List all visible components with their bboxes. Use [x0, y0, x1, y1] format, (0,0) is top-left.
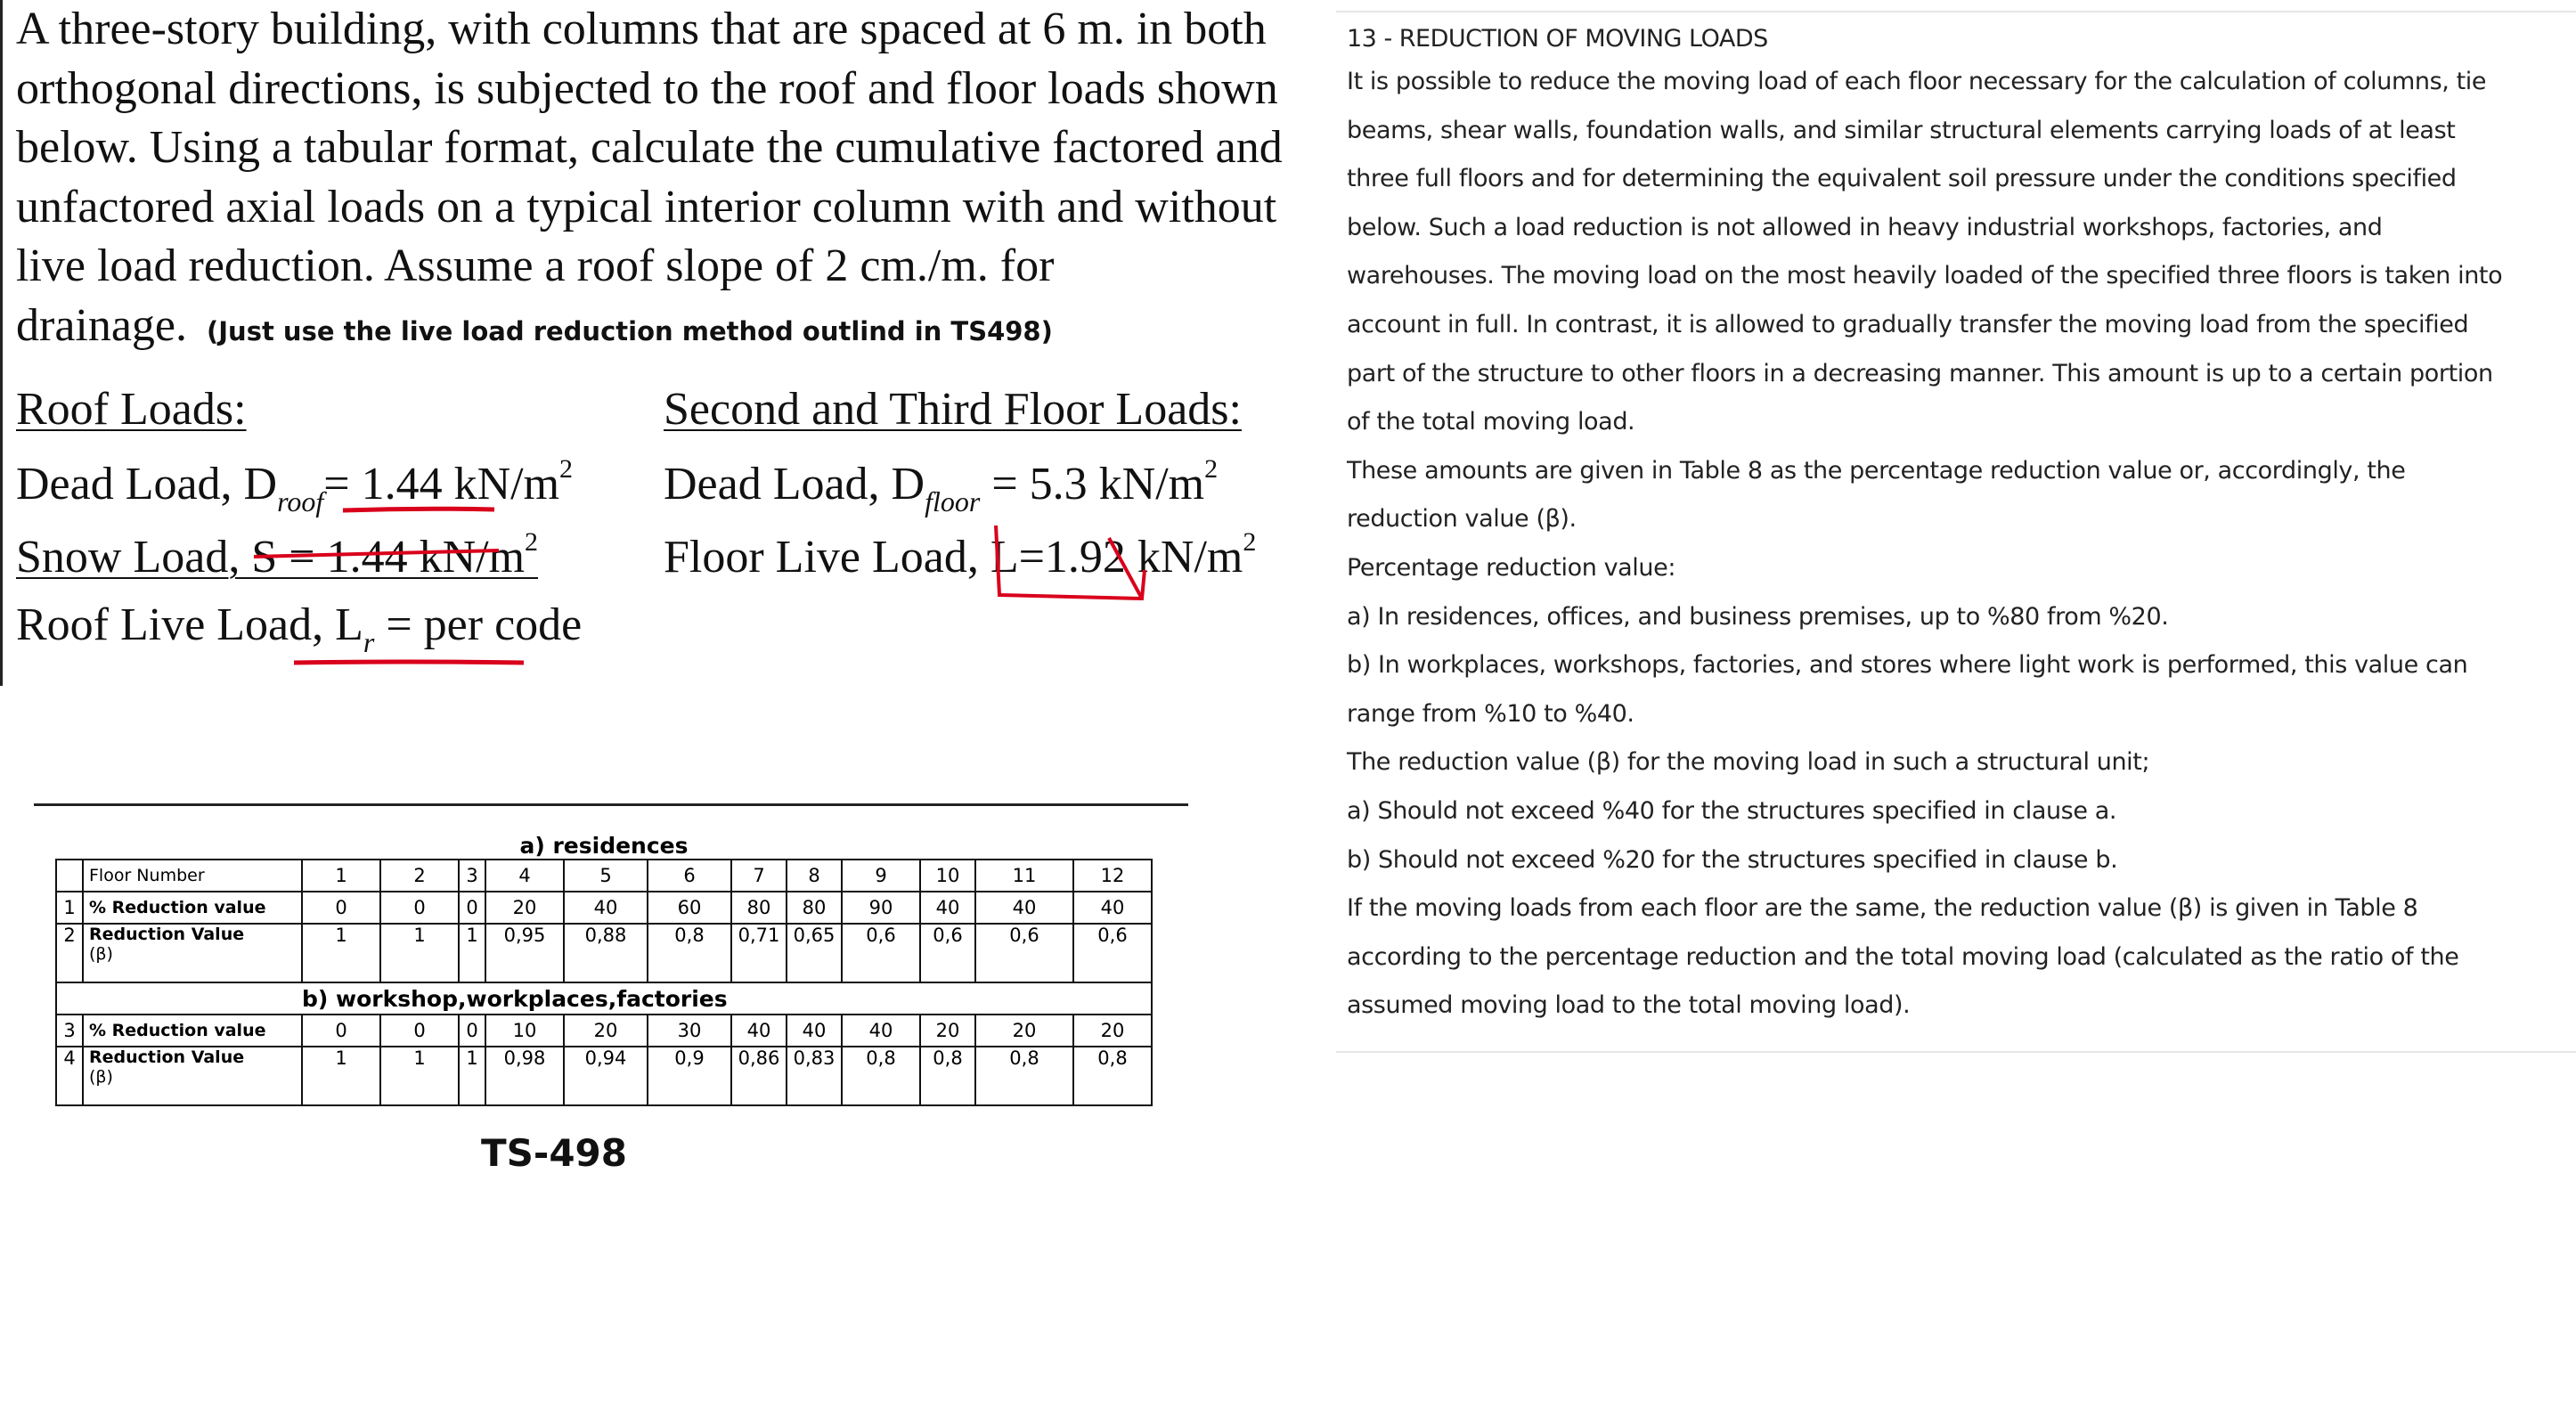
- table-cell: 0,86: [731, 1047, 787, 1105]
- table-cell: 40: [920, 892, 975, 924]
- section-body: [1347, 58, 2505, 1031]
- table-cell: 1: [459, 1047, 485, 1105]
- table-row: 2 Reduction Value (β) 1 1 1 0,95 0,88 0,8 0,71 0,65 0,6 0,6 0,6 0,6: [56, 924, 1152, 982]
- table-cell: 0: [459, 892, 485, 924]
- table-cell: 4: [485, 860, 564, 892]
- table-top-rule: [34, 803, 1188, 806]
- table-cell: 0,6: [1073, 924, 1152, 982]
- table-cell: 1: [302, 1047, 380, 1105]
- table-cell: 0: [302, 892, 380, 924]
- table-cell: 12: [1073, 860, 1152, 892]
- table-cell: 40: [564, 892, 648, 924]
- row-label: Reduction Value (β): [83, 924, 302, 982]
- problem-line: orthogonal directions, is subjected to the roof and floor loads shown: [16, 62, 1278, 114]
- table-cell: 40: [1073, 892, 1152, 924]
- table-cell: 0,6: [975, 924, 1073, 982]
- paragraph: b) In workplaces, workshops, factories, and stores where light work is performed, this value can range from %10 to %40.: [1347, 651, 2468, 728]
- table-cell: 3: [459, 860, 485, 892]
- table-cell: 10: [920, 860, 975, 892]
- problem-line: live load reduction. Assume a roof slope of 2 cm./m. for: [16, 240, 1055, 291]
- row-label: Reduction Value (β): [83, 1047, 302, 1105]
- floor-dead-load: Dead Load, $D_{floor} = 5.3$ $kN/m^2$: [664, 454, 1219, 517]
- paragraph: b) Should not exceed %20 for the structures specified in clause b.: [1347, 845, 2118, 874]
- floor-live-load: Floor Live Load, L=1.92 $kN/m^2$: [664, 527, 1257, 583]
- table-row: 3 % Reduction value 0 0 0 10 20 30 40 40 40 20 20 20: [56, 1015, 1152, 1047]
- table-cell: 0: [459, 1015, 485, 1047]
- table-cell: 0,95: [485, 924, 564, 982]
- table-cell: 20: [975, 1015, 1073, 1047]
- table-cell: 2: [380, 860, 459, 892]
- table-caption: TS-498: [481, 1131, 628, 1175]
- paragraph: The reduction value (β) for the moving load in such a structural unit;: [1347, 748, 2150, 777]
- paragraph: If the moving loads from each floor are the same, the reduction value (β) is given in Table 8 according to the percentage reduction and the total moving load (calculated as the ratio of the assumed moving load to the total moving load).: [1347, 894, 2459, 1020]
- table-cell: 40: [842, 1015, 920, 1047]
- table-cell: 1: [380, 1047, 459, 1105]
- table-cell: 0,8: [842, 1047, 920, 1105]
- table-cell: 30: [648, 1015, 731, 1047]
- table-row: 4 Reduction Value (β) 1 1 1 0,98 0,94 0,9 0,86 0,83 0,8 0,8 0,8 0,8: [56, 1047, 1152, 1105]
- table-cell: 5: [564, 860, 648, 892]
- table-cell: 0,98: [485, 1047, 564, 1105]
- red-underline-roof-dead: [343, 509, 494, 510]
- problem-line: below. Using a tabular format, calculate the cumulative factored and: [16, 122, 1283, 173]
- table-cell: 90: [842, 892, 920, 924]
- table-cell: 0,83: [787, 1047, 842, 1105]
- table-cell: 80: [731, 892, 787, 924]
- section-a-title: a) residences: [519, 833, 689, 859]
- table-cell: 0,8: [975, 1047, 1073, 1105]
- floor-number-header: Floor Number: [83, 860, 302, 892]
- table-cell: 20: [564, 1015, 648, 1047]
- table-cell: 60: [648, 892, 731, 924]
- table-cell: 1: [302, 924, 380, 982]
- section-b-title: b) workshop,workplaces,factories: [302, 982, 1152, 1015]
- table-cell: 40: [975, 892, 1073, 924]
- table-cell: 40: [731, 1015, 787, 1047]
- row-label: % Reduction value: [83, 1015, 302, 1047]
- table-cell: 0,6: [842, 924, 920, 982]
- table-cell: 1: [380, 924, 459, 982]
- ts498-text-panel: [1336, 11, 2576, 1053]
- table-cell: 20: [485, 892, 564, 924]
- section-heading: 13 - REDUCTION OF MOVING LOADS: [1347, 25, 1768, 53]
- table-cell: 1: [302, 860, 380, 892]
- roof-live-load: Roof Live Load, $L_r$ = per code: [16, 599, 583, 658]
- paragraph: a) Should not exceed %40 for the structures specified in clause a.: [1347, 796, 2117, 825]
- table-cell: 0: [302, 1015, 380, 1047]
- table-cell: 0,8: [1073, 1047, 1152, 1105]
- ts498-reduction-table: [55, 833, 1153, 1106]
- paragraph: These amounts are given in Table 8 as the percentage reduction value or, accordingly, the reduction value (β).: [1347, 456, 2406, 534]
- table-cell: 0: [380, 1015, 459, 1047]
- table-cell: 6: [648, 860, 731, 892]
- table-cell: 0,6: [920, 924, 975, 982]
- floor-number-row: [56, 860, 1152, 892]
- table-cell: 1: [459, 924, 485, 982]
- ts498-note: (Just use the live load reduction method outlind in TS498): [207, 315, 1053, 346]
- table-cell: 8: [787, 860, 842, 892]
- table-cell: 11: [975, 860, 1073, 892]
- table-cell: 0,65: [787, 924, 842, 982]
- table-cell: 20: [1073, 1015, 1152, 1047]
- problem-line: unfactored axial loads on a typical interior column with and without: [16, 181, 1277, 232]
- table-cell: 9: [842, 860, 920, 892]
- table-cell: 80: [787, 892, 842, 924]
- row-label: % Reduction value: [83, 892, 302, 924]
- paragraph: It is possible to reduce the moving load of each floor necessary for the calculation of columns, tie beams, shear walls, foundation walls, and similar structural elements carrying loads of at least three full floors and for determining the equivalent soil pressure under the conditions specified below. Such a load reduction is not allowed in heavy industrial workshops, factories, and warehouses. The moving load on the most heavily loaded of the specified three floors is taken into account in full. In contrast, it is allowed to gradually transfer the moving load from the specified part of the structure to other floors in a decreasing manner. This amount is up to a certain portion of the total moving load.: [1347, 68, 2503, 436]
- red-slash-floor-live: [1109, 538, 1142, 599]
- table-cell: 0,9: [648, 1047, 731, 1105]
- table-cell: 20: [920, 1015, 975, 1047]
- problem-line: A three-story building, with columns that are spaced at 6 m. in both: [16, 4, 1267, 54]
- paragraph: a) In residences, offices, and business premises, up to %80 from %20.: [1347, 602, 2169, 631]
- table-cell: 0,71: [731, 924, 787, 982]
- table-cell: 0,8: [920, 1047, 975, 1105]
- red-underline-roof-live: [294, 662, 524, 663]
- paragraph: Percentage reduction value:: [1347, 553, 1676, 582]
- roof-dead-load: Dead Load, $D_{roof}= 1.44$ $kN/m^2$: [16, 454, 574, 517]
- table-cell: 40: [787, 1015, 842, 1047]
- snow-load: Snow Load, S = 1.44 $kN/m^2$: [16, 527, 539, 583]
- table-row: 1 % Reduction value 0 0 0 20 40 60 80 80 90 40 40 40: [56, 892, 1152, 924]
- table-cell: 10: [485, 1015, 564, 1047]
- table-cell: 0,88: [564, 924, 648, 982]
- floor-loads-heading: Second and Third Floor Loads:: [664, 384, 1242, 435]
- table-cell: 0: [380, 892, 459, 924]
- table-cell: 0,8: [648, 924, 731, 982]
- roof-loads-heading: Roof Loads:: [16, 384, 247, 435]
- table-cell: 7: [731, 860, 787, 892]
- table-cell: 0,94: [564, 1047, 648, 1105]
- problem-last-word: drainage.: [16, 299, 188, 351]
- red-strike-snow-load: [254, 550, 499, 557]
